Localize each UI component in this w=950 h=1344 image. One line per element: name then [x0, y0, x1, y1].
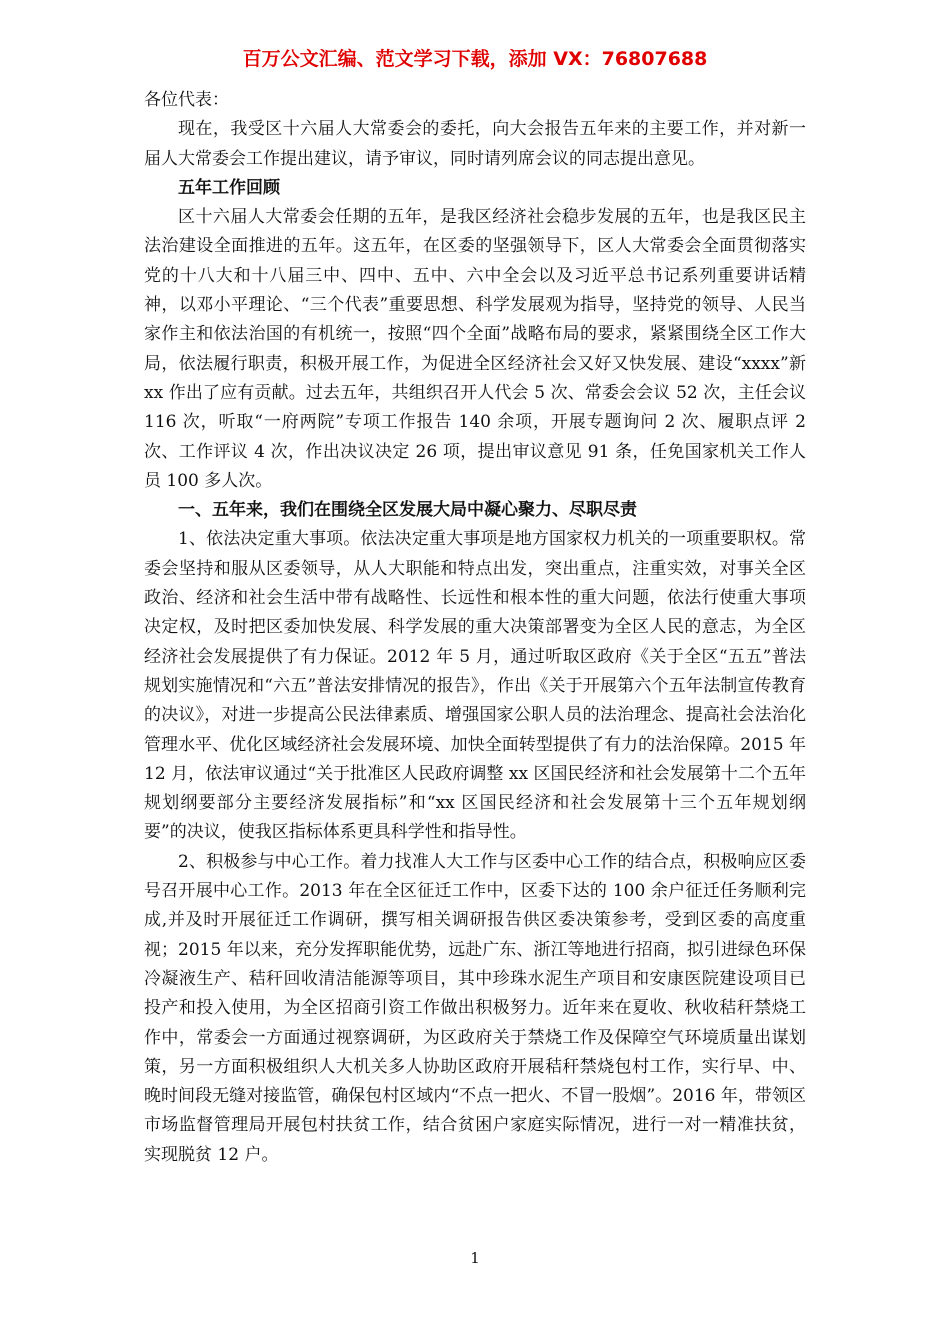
greeting: 各位代表：: [144, 90, 229, 110]
intro-paragraph: 现在，我受区十六届人大常委会的委托，向大会报告五年来的主要工作，并对新一届人大常委会工作提出建议，请予审议，同时请列席会议的同志提出意见。: [144, 119, 806, 169]
review-paragraph: 区十六届人大常委会任期的五年，是我区经济社会稳步发展的五年，也是我区民主法治建设全面推进的五年。这五年，在区委的坚强领导下，区人大常委会全面贯彻落实党的十八大和十八届三中、四中、五中、六中全会以及习近平总书记系列重要讲话精神，以邓小平理论、“三个代表”重要思想、科学发展观为指导，坚持党的领导、人民当家作主和依法治国的有机统一，按照“四个全面”战略布局的要求，紧紧围绕全区工作大局，依法履行职责，积极开展工作，为促进全区经济社会又好又快发展、建设“xxxx”新 xx 作出了应有贡献。过去五年，共组织召开人代会 5 次、常委会会议 52 次，主任会议 116 次，听取“一府两院”专项工作报告 140 余项，开展专题询问 2 次、履职点评 2 次、工作评议 4 次，作出决议决定 26 项，提出审议意见 91 条，任免国家机关工作人员 100 多人次。: [144, 207, 806, 491]
heading-one: 一、五年来，我们在围绕全区发展大局中凝心聚力、尽职尽责: [178, 500, 637, 521]
item-one-paragraph: 1、依法决定重大事项。依法决定重大事项是地方国家权力机关的一项重要职权。常委会坚持和服从区委领导，从人大职能和特点出发，突出重点，注重实效，对事关全区政治、经济和社会生活中带有战略性、长远性和根本性的重大问题，依法行使重大事项决定权，及时把区委加快发展、科学发展的重大决策部署变为全区人民的意志，为全区经济社会发展提供了有力保证。2012 年 5 月，通过听取区政府《关于全区“五五”普法规划实施情况和“六五”普法安排情况的报告》，作出《关于开展第六个五年法制宣传教育的决议》，对进一步提高公民法律素质、增强国家公职人员的法治理念、提高社会法治化管理水平、优化区域经济社会发展环境、加快全面转型提供了有力的法治保障。2015 年 12 月，依法审议通过“关于批准区人民政府调整 xx 区国民经济和社会发展第十二个五年规划纲要部分主要经济发展指标”和“xx 区国民经济和社会发展第十三个五年规划纲要”的决议，使我区指标体系更具科学性和指导性。: [144, 529, 806, 843]
watermark-banner: 百万公文汇编、范文学习下载，添加 VX：76807688: [242, 48, 708, 70]
item-two-paragraph: 2、积极参与中心工作。着力找准人大工作与区委中心工作的结合点，积极响应区委号召开展中心工作。2013 年在全区征迁工作中，区委下达的 100 余户征迁任务顺利完成,并及时开展征迁工作调研，撰写相关调研报告供区委决策参考，受到区委的高度重视；2015 年以来，充分发挥职能优势，远赴广东、浙江等地进行招商，拟引进绿色环保冷凝液生产、秸秆回收清洁能源等项目，其中珍珠水泥生产项目和安康医院建设项目已投产和投入使用，为全区招商引资工作做出积极努力。近年来在夏收、秋收秸秆禁烧工作中，常委会一方面通过视察调研，为区政府关于禁烧工作及保障空气环境质量出谋划策，另一方面积极组织人大机关多人协助区政府开展秸秆禁烧包村工作，实行早、中、晚时间段无缝对接监管，确保包村区域内“不点一把火、不冒一股烟”。2016 年，带领区市场监督管理局开展包村扶贫工作，结合贫困户家庭实际情况，进行一对一精准扶贫，实现脱贫 12 户。: [144, 851, 806, 1165]
section-title: 五年工作回顾: [178, 177, 280, 198]
page-number: 1: [470, 1249, 480, 1267]
document-body: [144, 86, 806, 1170]
